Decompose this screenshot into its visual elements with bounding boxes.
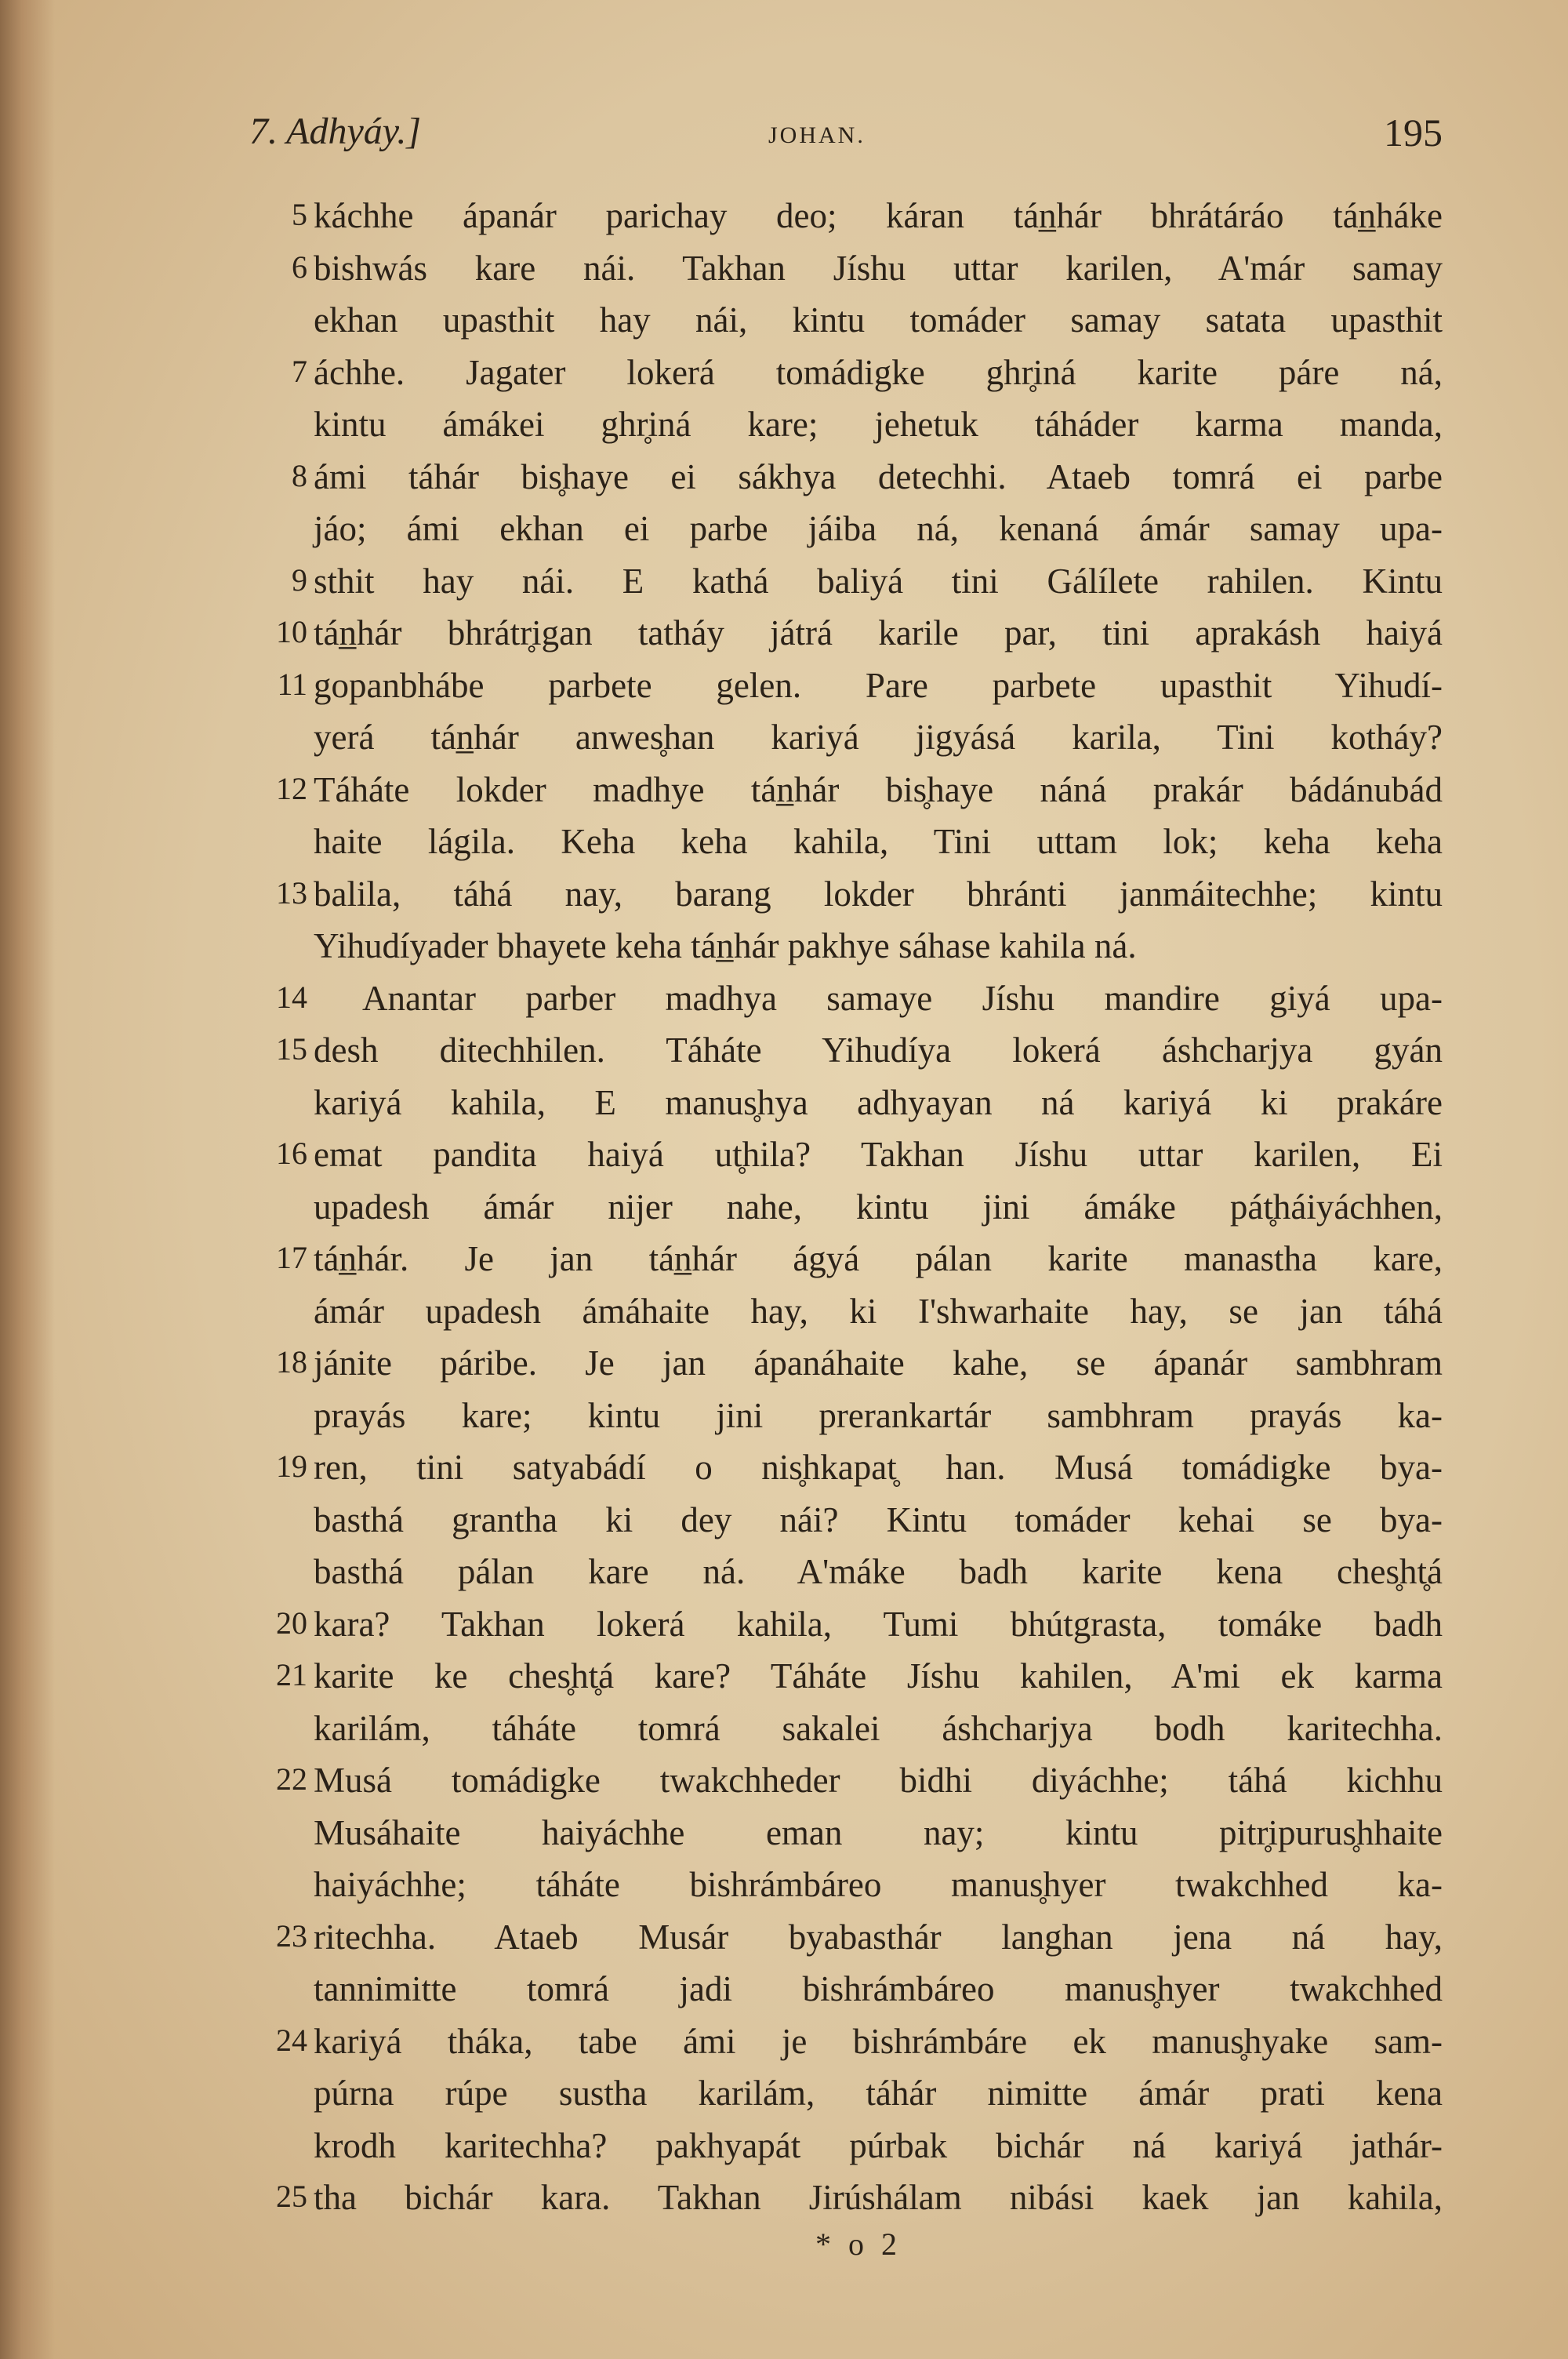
text-line xyxy=(0,1756,1568,1808)
verse-number: 5 xyxy=(292,197,307,232)
line-text: emat pandita haiyá ut̥hila? Takhan Jíshu uttar karilen, Ei xyxy=(314,1135,1443,1174)
line-text: desh ditechhilen. Táháte Yihudíya lokerá áshcharjya gyán xyxy=(314,1030,1443,1070)
text-line xyxy=(0,2069,1568,2121)
line-text: basthá grantha ki dey nái? Kintu tomáder kehai se bya- xyxy=(314,1499,1443,1539)
text-line xyxy=(0,191,1568,244)
line-text: haite lágila. Keha keha kahila, Tini uttam lok; keha keha xyxy=(314,822,1443,861)
text-line xyxy=(0,1704,1568,1757)
text-line xyxy=(0,296,1568,348)
text-line xyxy=(0,921,1568,974)
line-text: haiyáchhe; táháte bishrámbáreo manus̥hyer twakchhed ka- xyxy=(314,1865,1443,1904)
line-text: Yihudíyader bhayete keha tán̲hár pakhye sáhase kahila ná. xyxy=(314,926,1137,965)
verse-number: 21 xyxy=(276,1657,307,1692)
text-line xyxy=(0,713,1568,765)
line-text: káchhe ápanár parichay deo; káran tán̲hár bhrátáráo tán̲háke xyxy=(314,196,1443,235)
line-text: krodh karitechha? pakhyapát púrbak bichár ná kariyá jathár- xyxy=(314,2125,1443,2165)
line-text: basthá pálan kare ná. A'máke badh karite kena ches̥ht̥á xyxy=(314,1552,1443,1591)
text-line xyxy=(0,1965,1568,2017)
line-text: jánite páribe. Je jan ápanáhaite kahe, se ápanár sambhram xyxy=(314,1343,1443,1383)
line-text: balila, táhá nay, barang lokder bhránti janmáitechhe; kintu xyxy=(314,874,1443,914)
line-text: púrna rúpe sustha karilám, táhár nimitte ámár prati kena xyxy=(314,2074,1443,2113)
text-line xyxy=(0,1860,1568,1913)
verse-number: 17 xyxy=(276,1240,307,1275)
text-line xyxy=(0,1078,1568,1131)
text-line xyxy=(0,1600,1568,1652)
text-line xyxy=(0,1443,1568,1496)
verse-number: 25 xyxy=(276,2179,307,2214)
line-text: ritechha. Ataeb Musár byabasthár langhan jena ná hay, xyxy=(314,1917,1443,1957)
text-line xyxy=(0,1339,1568,1391)
text-line xyxy=(0,2173,1568,2226)
running-header xyxy=(0,110,1568,173)
text-line xyxy=(0,453,1568,505)
text-line xyxy=(0,1913,1568,1965)
line-text: bishwás kare nái. Takhan Jíshu uttar karilen, A'már samay xyxy=(314,248,1443,288)
line-text: Táháte lokder madhye tán̲hár bis̥haye náná prakár bádánubád xyxy=(314,769,1443,809)
line-text: sthit hay nái. E kathá baliyá tini Gálílete rahilen. Kintu xyxy=(314,561,1443,601)
text-line xyxy=(0,400,1568,453)
verse-number: 10 xyxy=(276,614,307,649)
line-text: ámár upadesh ámáhaite hay, ki I'shwarhaite hay, se jan táhá xyxy=(314,1291,1443,1331)
line-text: ámi táhár bis̥haye ei sákhya detechhi. Ataeb tomrá ei parbe xyxy=(314,456,1443,496)
line-text: tha bichár kara. Takhan Jirúshálam nibási kaek jan kahila, xyxy=(314,2178,1443,2217)
line-text: Musáhaite haiyáchhe eman nay; kintu pitr̥ipurus̥hhaite xyxy=(314,1812,1443,1852)
verse-number: 8 xyxy=(292,457,307,493)
scripture-text xyxy=(0,191,1568,2226)
text-line xyxy=(0,609,1568,661)
verse-number: 24 xyxy=(276,2022,307,2058)
line-text: kariyá tháka, tabe ámi je bishrámbáre ek manus̥hyake sam- xyxy=(314,2021,1443,2061)
verse-number: 20 xyxy=(276,1605,307,1641)
text-line xyxy=(0,1547,1568,1600)
line-text: áchhe. Jagater lokerá tomádigke ghr̥iná karite páre ná, xyxy=(314,352,1443,392)
line-text: yerá tán̲hár anwes̥han kariyá jigyásá karila, Tini kotháy? xyxy=(314,718,1443,757)
verse-number: 9 xyxy=(292,562,307,598)
line-text: tán̲hár bhrátr̥igan tatháy játrá karile par, tini aprakásh haiyá xyxy=(314,613,1443,652)
text-line xyxy=(0,1391,1568,1444)
verse-number: 23 xyxy=(276,1917,307,1954)
verse-number: 11 xyxy=(277,666,307,702)
line-text: kintu ámákei ghr̥iná kare; jehetuk táháder karma manda, xyxy=(314,405,1443,444)
text-line xyxy=(0,1496,1568,1548)
line-text: kariyá kahila, E manus̥hya adhyayan ná kariyá ki prakáre xyxy=(314,1082,1443,1122)
line-text: ekhan upasthit hay nái, kintu tomáder samay satata upasthit xyxy=(314,300,1443,340)
line-text: tannimitte tomrá jadi bishrámbáreo manus̥hyer twakchhed xyxy=(314,1969,1443,2008)
text-line xyxy=(0,1234,1568,1287)
verse-number: 6 xyxy=(292,249,307,285)
text-line xyxy=(0,1183,1568,1235)
text-line xyxy=(0,1130,1568,1183)
text-line xyxy=(0,1808,1568,1861)
verse-number: 13 xyxy=(276,874,307,911)
text-line xyxy=(0,1287,1568,1339)
verse-number: 12 xyxy=(276,770,307,806)
text-line xyxy=(0,817,1568,870)
verse-number: 16 xyxy=(276,1136,307,1171)
text-line xyxy=(0,661,1568,714)
text-line xyxy=(0,504,1568,557)
line-text: Anantar parber madhya samaye Jíshu mandire giyá upa- xyxy=(362,978,1443,1018)
text-line xyxy=(0,244,1568,296)
line-text: gopanbhábe parbete gelen. Pare parbete upasthit Yihudí- xyxy=(314,665,1443,705)
text-line xyxy=(0,348,1568,401)
line-text: Musá tomádigke twakchheder bidhi diyáchhe; táhá kichhu xyxy=(314,1761,1443,1800)
text-line xyxy=(0,2017,1568,2070)
line-text: prayás kare; kintu jini prerankartár sambhram prayás ka- xyxy=(314,1395,1443,1435)
line-text: jáo; ámi ekhan ei parbe jáiba ná, kenaná ámár samay upa- xyxy=(314,509,1443,548)
verse-number: 18 xyxy=(276,1344,307,1379)
verse-number: 22 xyxy=(276,1761,307,1797)
signature-mark: * o 2 xyxy=(815,2226,902,2262)
verse-number: 15 xyxy=(276,1031,307,1067)
book-title: JOHAN. xyxy=(768,122,866,148)
line-text: upadesh ámár nijer nahe, kintu jini ámáke pát̥háiyáchhen, xyxy=(314,1187,1443,1227)
page-number: 195 xyxy=(1384,111,1443,154)
text-line xyxy=(0,974,1568,1027)
text-line xyxy=(0,557,1568,609)
text-line xyxy=(0,1652,1568,1704)
line-text: karite ke ches̥ht̥á kare? Táháte Jíshu kahilen, A'mi ek karma xyxy=(314,1656,1443,1696)
text-line xyxy=(0,2121,1568,2174)
text-line xyxy=(0,870,1568,922)
chapter-heading: 7. Adhyáy.] xyxy=(249,111,422,152)
line-text: kara? Takhan lokerá kahila, Tumi bhútgrasta, tomáke badh xyxy=(314,1604,1443,1644)
line-text: ren, tini satyabádí o nis̥hkapat̥ han. Musá tomádigke bya- xyxy=(314,1448,1443,1487)
line-text: tán̲hár. Je jan tán̲hár ágyá pálan karite manastha kare, xyxy=(314,1239,1443,1278)
verse-number: 7 xyxy=(292,353,307,389)
verse-number: 14 xyxy=(276,979,307,1015)
text-line xyxy=(0,1026,1568,1078)
text-line xyxy=(0,765,1568,818)
line-text: karilám, táháte tomrá sakalei áshcharjya bodh karitechha. xyxy=(314,1708,1443,1748)
verse-number: 19 xyxy=(276,1448,307,1484)
